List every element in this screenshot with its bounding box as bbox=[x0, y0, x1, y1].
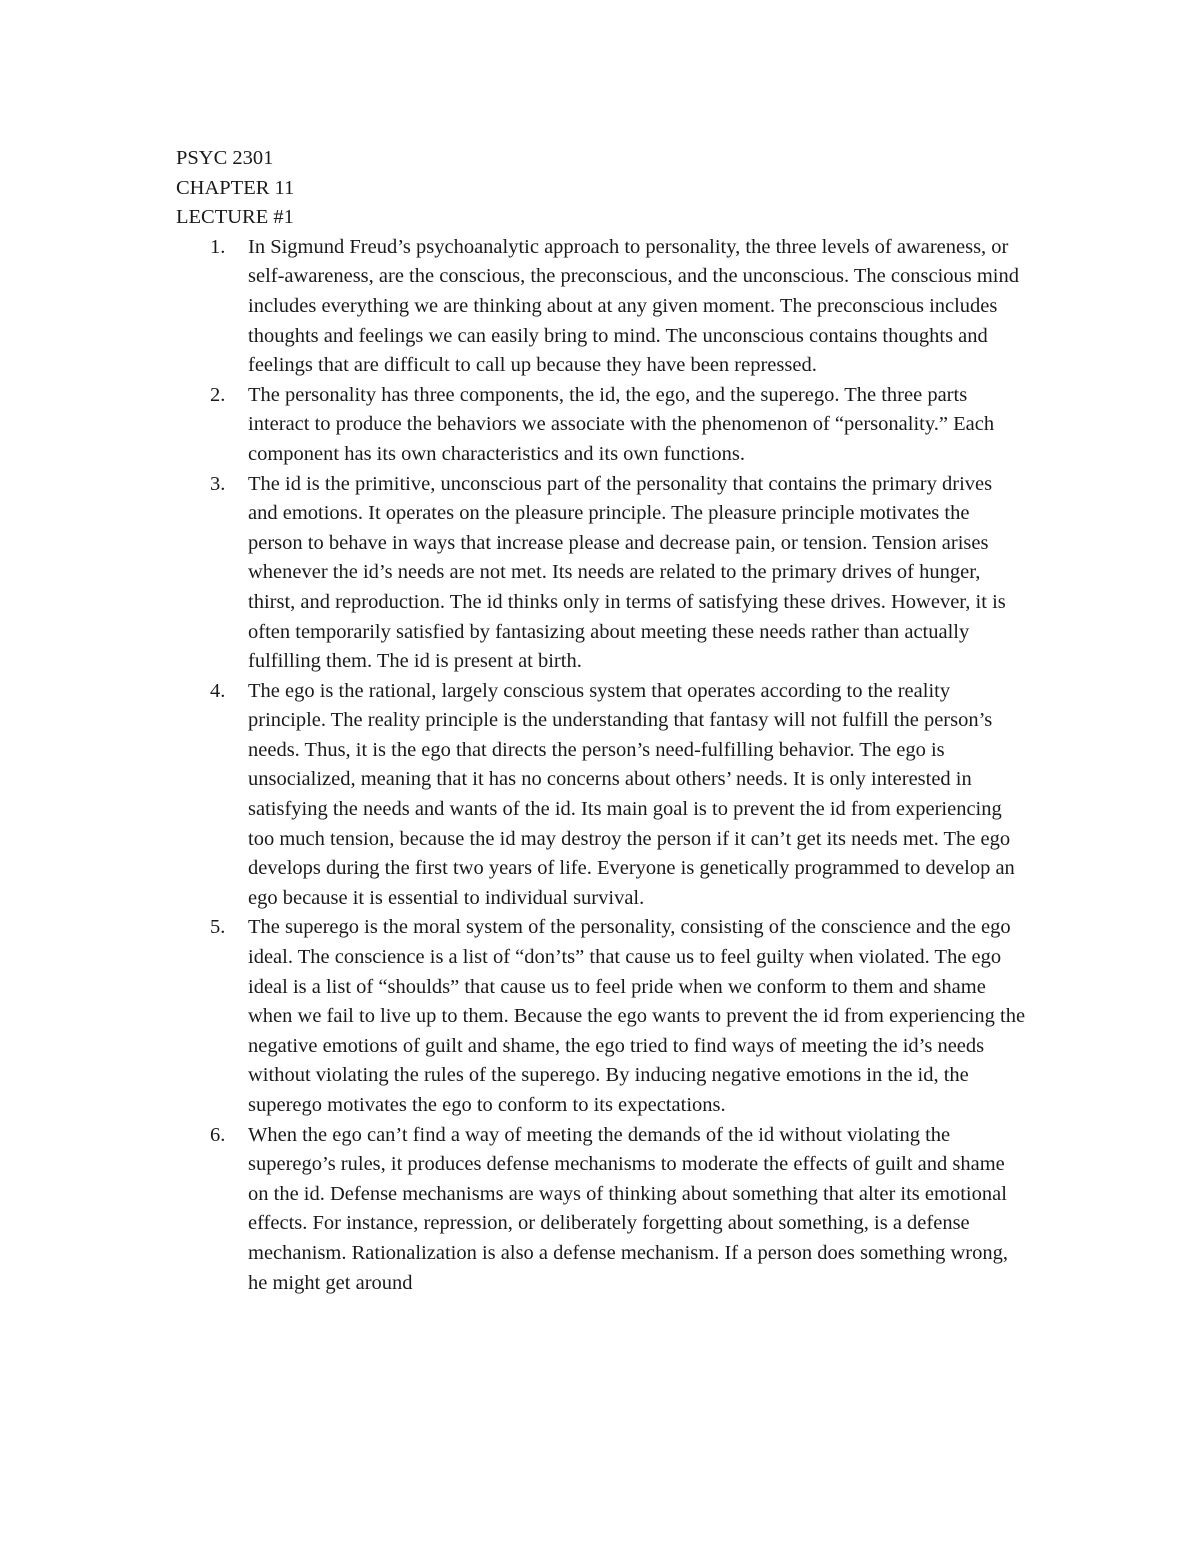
lecture-notes-list bbox=[176, 233, 1036, 1298]
list-item-number: 3. bbox=[210, 472, 226, 495]
list-item bbox=[176, 913, 1026, 1120]
list-item-text: The superego is the moral system of the personality, consisting of the conscience and the ego ideal. The conscience is a list of “don’ts” that cause us to feel guilty when violated. The ego ideal is a list of “shoulds” that cause us to feel pride when we conform to them and shame when we fail to live up to them. Because the ego wants to prevent the id from experiencing the negative emotions of guilt and shame, the ego tried to find ways of meeting the id’s needs without violating the rules of the superego. By inducing negative emotions in the id, the superego motivates the ego to conform to its expectations. bbox=[248, 916, 1026, 1116]
list-item-text: The ego is the rational, largely conscious system that operates according to the reality principle. The reality principle is the understanding that fantasy will not fulfill the person’s needs. Thus, it is the ego that directs the person’s need-fulfilling behavior. The ego is unsocialized, meaning that it has no concerns about others’ needs. It is only interested in satisfying the needs and wants of the id. Its main goal is to prevent the id from experiencing too much tension, because the id may destroy the person if it can’t get its needs met. The ego develops during the first two years of life. Everyone is genetically programmed to develop an ego because it is essential to individual survival. bbox=[248, 679, 1015, 909]
list-item bbox=[176, 1121, 1026, 1299]
list-item-number: 1. bbox=[210, 235, 226, 258]
list-item-number: 2. bbox=[210, 383, 226, 406]
list-item-text: The personality has three components, the id, the ego, and the superego. The three parts interact to produce the behaviors we associate with the phenomenon of “personality.” Each component has its own characteristics and its own functions. bbox=[248, 383, 995, 465]
list-item bbox=[176, 381, 1026, 470]
list-item bbox=[176, 470, 1026, 677]
list-item bbox=[176, 677, 1026, 914]
list-item-text: The id is the primitive, unconscious part of the personality that contains the primary drives and emotions. It operates on the pleasure principle. The pleasure principle motivates the person to behave in ways that increase please and decrease pain, or tension. Tension arises whenever the id’s needs are not met. Its needs are related to the primary drives of hunger, thirst, and reproduction. The id thinks only in terms of satisfying these drives. However, it is often temporarily satisfied by fantasizing about meeting these needs rather than actually fulfilling them. The id is present at birth. bbox=[248, 472, 1006, 673]
list-item-number: 6. bbox=[210, 1123, 226, 1146]
list-item-number: 4. bbox=[210, 679, 226, 702]
lecture-heading: LECTURE #1 bbox=[176, 206, 294, 229]
course-code: PSYC 2301 bbox=[176, 147, 274, 169]
document-body bbox=[176, 144, 1036, 1298]
list-item-number: 5. bbox=[210, 916, 226, 939]
list-item-text: When the ego can’t find a way of meeting the demands of the id without violating the superego’s rules, it produces defense mechanisms to moderate the effects of guilt and shame on the id. Defense mechanisms are ways of thinking about something that alter its emotional effects. For instance, repression, or deliberately forgetting about something, is a defense mechanism. Rationalization is also a defense mechanism. If a person does something wrong, he might get around bbox=[248, 1123, 1009, 1294]
list-item-text: In Sigmund Freud’s psychoanalytic approach to personality, the three levels of awareness, or self-awareness, are the conscious, the preconscious, and the unconscious. The conscious mind includes everything we are thinking about at any given moment. The preconscious includes thoughts and feelings we can easily bring to mind. The unconscious contains thoughts and feelings that are difficult to call up because they have been repressed. bbox=[248, 235, 1020, 377]
list-item bbox=[176, 233, 1026, 381]
chapter-heading: CHAPTER 11 bbox=[176, 176, 295, 199]
